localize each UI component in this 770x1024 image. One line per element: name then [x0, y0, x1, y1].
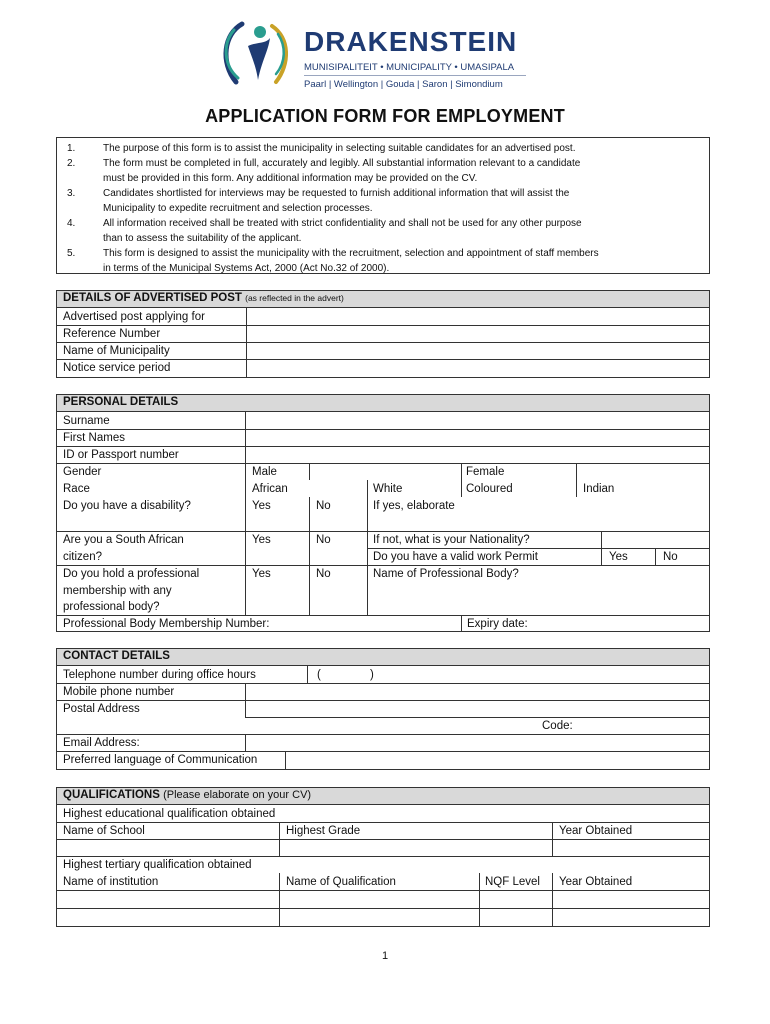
language-field[interactable] [289, 752, 707, 768]
instruction-text: Candidates shortlisted for interviews may be requested to furnish additional information that will assist the [103, 188, 570, 199]
postal-address-label: Postal Address [63, 703, 140, 715]
instruction-number: 2. [67, 158, 76, 169]
postal-code-label: Code: [542, 720, 573, 732]
instruction-text: All information received shall be treated with strict confidentiality and shall not be used for any other purpose [103, 218, 582, 229]
advertised-post-section [56, 290, 710, 378]
instruction-text: than to assess the suitability of the applicant. [103, 233, 302, 244]
advertised-post-field[interactable] [249, 309, 707, 325]
first-names-label: First Names [63, 432, 125, 444]
instructions-box [56, 137, 710, 274]
disability-no-option[interactable]: No [316, 500, 331, 512]
telephone-label: Telephone number during office hours [63, 669, 256, 681]
advertised-post-label: Advertised post applying for [63, 311, 205, 323]
logo-divider [304, 75, 526, 76]
professional-membership-label-cont: membership with any [63, 585, 172, 597]
municipality-logo [216, 16, 526, 90]
work-permit-yes-option[interactable]: Yes [609, 551, 628, 563]
sa-citizen-label: Are you a South African [63, 534, 184, 546]
school-name-header: Name of School [63, 825, 145, 837]
section-title: QUALIFICATIONS [63, 789, 160, 801]
page-number: 1 [381, 950, 389, 962]
institution-name-header: Name of institution [63, 876, 159, 888]
first-names-field[interactable] [249, 430, 707, 446]
membership-number-label: Professional Body Membership Number: [63, 618, 270, 630]
race-african-option[interactable]: African [252, 483, 288, 495]
contact-details-section [56, 648, 710, 770]
sa-citizen-label-cont: citizen? [63, 551, 102, 563]
qualification-name-header: Name of Qualification [286, 876, 396, 888]
instruction-text: This form is designed to assist the municipality with the recruitment, selection and appointment of staff members [103, 248, 599, 259]
instruction-number: 3. [67, 188, 76, 199]
highest-grade-header: Highest Grade [286, 825, 361, 837]
surname-field[interactable] [249, 413, 707, 429]
form-title: APPLICATION FORM FOR EMPLOYMENT [205, 106, 565, 126]
instruction-text: Municipality to expedite recruitment and selection processes. [103, 203, 373, 214]
id-passport-field[interactable] [249, 447, 707, 463]
disability-yes-option[interactable]: Yes [252, 500, 271, 512]
telephone-area-open: ( [317, 669, 321, 681]
id-passport-label: ID or Passport number [63, 449, 179, 461]
telephone-area-close: ) [370, 669, 374, 681]
email-field[interactable] [249, 735, 707, 751]
professional-no-option[interactable]: No [316, 568, 331, 580]
mobile-field[interactable] [249, 684, 707, 700]
race-indian-option[interactable]: Indian [583, 483, 615, 495]
expiry-date-label: Expiry date: [467, 618, 528, 630]
professional-membership-label-cont: professional body? [63, 601, 160, 613]
professional-body-name-label: Name of Professional Body? [373, 568, 519, 580]
notice-period-field[interactable] [249, 360, 707, 376]
postal-address-field[interactable] [249, 701, 707, 717]
section-title: DETAILS OF ADVERTISED POST [63, 292, 242, 304]
nqf-level-header: NQF Level [485, 876, 540, 888]
surname-label: Surname [63, 415, 110, 427]
section-title: PERSONAL DETAILS [63, 396, 179, 408]
gender-label: Gender [63, 466, 102, 478]
disability-elaborate-label: If yes, elaborate [373, 500, 455, 512]
section-note: (as reflected in the advert) [245, 293, 344, 303]
personal-details-section [56, 394, 710, 632]
section-note: (Please elaborate on your CV) [163, 789, 312, 801]
work-permit-no-option[interactable]: No [663, 551, 678, 563]
work-permit-label: Do you have a valid work Permit [373, 551, 538, 563]
instruction-text: The purpose of this form is to assist the municipality in selecting suitable candidates for an advertised post. [103, 143, 576, 154]
school-qualification-title: Highest educational qualification obtained [63, 808, 276, 820]
section-header [57, 291, 709, 308]
tertiary-qualification-title: Highest tertiary qualification obtained [63, 859, 252, 871]
professional-membership-label: Do you hold a professional [63, 568, 200, 580]
instruction-number: 1. [67, 143, 76, 154]
email-label: Email Address: [63, 737, 140, 749]
nationality-label: If not, what is your Nationality? [373, 534, 530, 546]
drakenstein-emblem-icon [216, 16, 296, 90]
reference-number-label: Reference Number [63, 328, 161, 340]
race-coloured-option[interactable]: Coloured [466, 483, 513, 495]
race-white-option[interactable]: White [373, 483, 403, 495]
gender-male-option[interactable]: Male [252, 466, 277, 478]
municipality-name-label: Name of Municipality [63, 345, 170, 357]
section-title: CONTACT DETAILS [63, 650, 170, 662]
logo-wordmark: DRAKENSTEIN [304, 26, 518, 57]
instruction-text: in terms of the Municipal Systems Act, 2000 (Act No.32 of 2000). [103, 263, 390, 274]
instruction-number: 4. [67, 218, 76, 229]
race-label: Race [63, 483, 90, 495]
section-header [57, 395, 709, 412]
professional-yes-option[interactable]: Yes [252, 568, 271, 580]
instruction-number: 5. [67, 248, 76, 259]
section-header [57, 649, 709, 666]
language-label: Preferred language of Communication [63, 754, 258, 766]
disability-label: Do you have a disability? [63, 500, 191, 512]
instruction-text: The form must be completed in full, accurately and legibly. All substantial information relevant to a candidate [103, 158, 581, 169]
reference-number-field[interactable] [249, 326, 707, 342]
mobile-label: Mobile phone number [63, 686, 175, 698]
logo-towns: Paarl | Wellington | Gouda | Saron | Simondium [304, 79, 503, 90]
citizen-no-option[interactable]: No [316, 534, 331, 546]
section-header [57, 788, 709, 805]
tertiary-year-header: Year Obtained [559, 876, 633, 888]
qualifications-section [56, 787, 710, 927]
municipality-name-field[interactable] [249, 343, 707, 359]
school-year-header: Year Obtained [559, 825, 633, 837]
notice-period-label: Notice service period [63, 362, 171, 374]
gender-female-option[interactable]: Female [466, 466, 505, 478]
logo-subtitle: MUNISIPALITEIT • MUNICIPALITY • UMASIPALA [304, 62, 515, 73]
instruction-text: must be provided in this form. Any additional information may be provided on the CV. [103, 173, 478, 184]
citizen-yes-option[interactable]: Yes [252, 534, 271, 546]
